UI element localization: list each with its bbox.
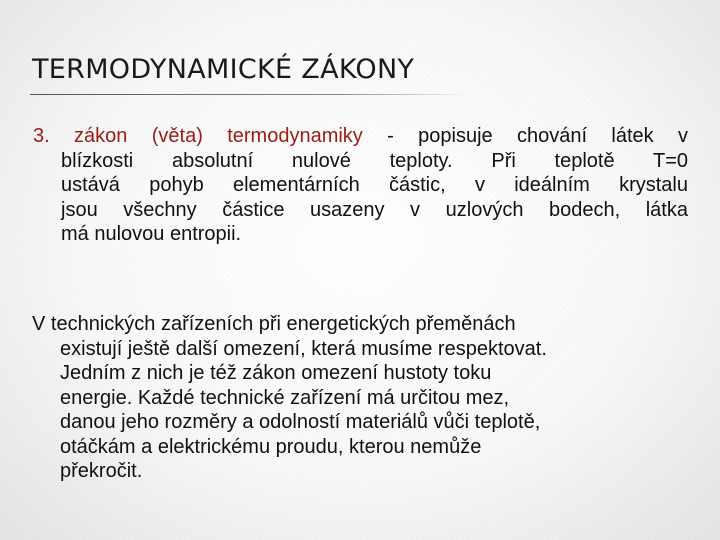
paragraph-line — [33, 124, 688, 149]
paragraph-line: danou jeho rozměry a odolností materiálů vůči teplotě, — [60, 411, 541, 433]
paragraph-line: energie. Každé technické zařízení má určitou mez, — [60, 386, 510, 409]
paragraph-line: Jedním z nich je též zákon omezení hustoty toku — [60, 362, 492, 384]
title-underline — [30, 94, 470, 95]
paragraph-line: má nulovou entropii. — [61, 223, 242, 245]
slide-title: TERMODYNAMICKÉ ZÁKONY — [32, 54, 415, 85]
paragraph-line: blízkosti absolutní nulové teploty. Při teplotě T=0 — [61, 149, 688, 172]
paragraph-line: ustává pohyb elementárních částic, v ideálním krystalu — [61, 174, 688, 196]
paragraph-line: existují ještě další omezení, která musíme respektovat. — [60, 337, 547, 360]
paragraph-line: otáčkám a elektrickému proudu, kterou nemůže — [60, 435, 482, 458]
paragraph-line: V technických zařízeních při energetických přeměnách — [32, 313, 516, 335]
paragraph-text: - popisuje chování látek v — [362, 125, 688, 147]
highlighted-term: 3. zákon (věta) termodynamiky — [33, 125, 363, 147]
paragraph-line: překročit. — [60, 460, 143, 482]
paragraph-third-law — [33, 124, 688, 247]
paragraph-technical-limits — [32, 312, 686, 484]
paragraph-line: jsou všechny částice usazeny v uzlových bodech, látka — [61, 198, 688, 221]
